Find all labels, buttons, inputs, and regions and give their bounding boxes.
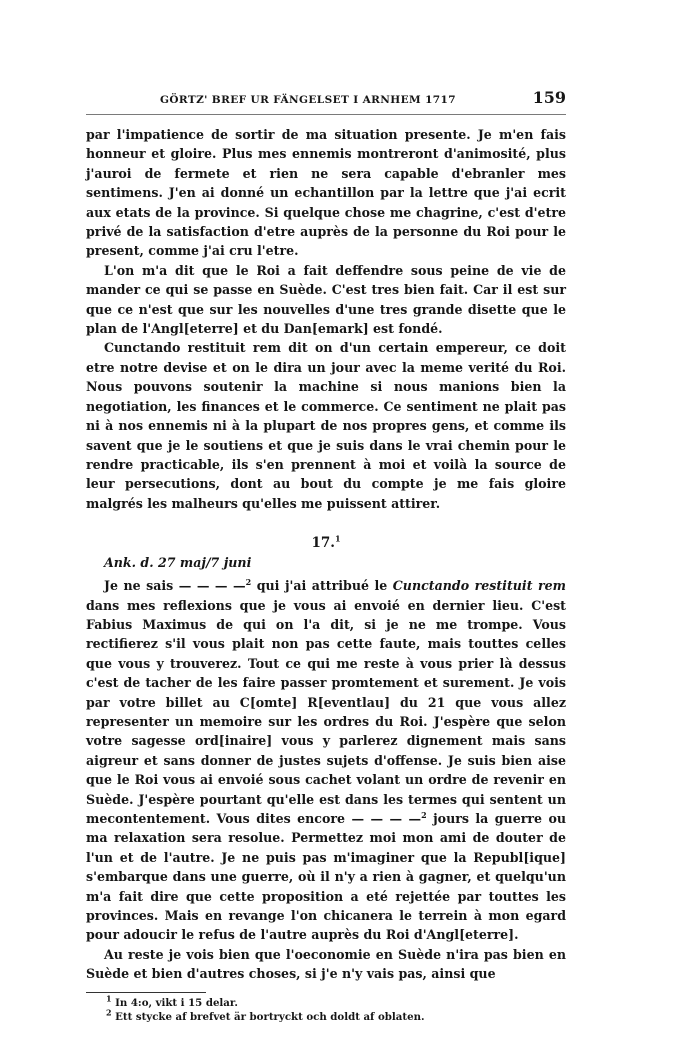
page-number: 159 [532,88,566,107]
footnotes [86,993,566,1024]
latin-phrase: Cunctando restituit rem [392,578,567,594]
page-header [86,88,566,115]
paragraph: Je ne sais — — — —$^2$ qui j'ai attribué le Cunctando restituit rem dans mes reflexions que je vous ai envoié en dernier lieu. C'est Fabius Maximus de qui on l'a dit, si je ne me trompe. Vous rectifierez s'il vous plait non pas cette faute, mais touttes celles que vous y trouverez. Tout ce qui me reste à vous prier là dessus c'est de tacher de les faire passer promtement et surement. Je vois par votre billet au C[omte] R[eventlau] du 21 que vous allez representer un memoire sur les ordres du Roi. J'espère que selon votre sagesse ord[inaire] vous y parlerez dignement mais sans aigreur et sans donner de justes sujets d'offense. Je suis bien aise que le Roi vous ai envoié sous cachet volant un ordre de revenir en Suède. J'espère pourtant qu'elle est dans les termes qui sentent un mecontentement. Vous dites encore — — — —$^2$ jours la guerre ou ma relaxation sera resolue. Permettez moi mon ami de douter de l'un et de l'autre. Je ne puis pas m'imaginer que la Republ[ique] s'embarque dans une guerre, où il n'y a rien à gagner, et quelqu'un m'a fait dire que cette proposition a eté rejettée par touttes les provinces. Mais en revange l'on chicanera le terrein à mon egard pour adoucir le refus de l'autre auprès du Roi d'Angl[eterre]. [86,576,567,943]
section-continued-text [86,125,566,513]
footnote-marker: 2 [245,576,252,587]
document-page [86,88,566,1024]
footnote-marker: 2 [421,809,427,820]
letter-dateline: Ank. d. 27 maj/7 juni [104,555,252,571]
running-head: GÖRTZ' BREF UR FÄNGELSET I ARNHEM 1717 [160,94,456,106]
paragraph: Au reste je vois bien que l'oeconomie en Suède n'ira pas bien en Suède et bien d'autres choses, si j'e n'y vais pas, ainsi que [86,946,566,982]
footnote: $^1$ In 4:o, vikt i 15 delar. [106,993,238,1009]
paragraph: L'on m'a dit que le Roi a fait deffendre sous peine de vie de mander ce qui se passe en Suède. C'est tres bien fait. Car il est sur que ce n'est que sur les nouvelles d'une tres grande disette que le plan de l'Angl[eterre] et du Dan[emark] est fondé. [86,262,566,337]
footnote-marker: 1 [334,533,341,544]
letter-body [86,576,566,984]
paragraph: Cunctando restituit rem dit on d'un certain empereur, ce doit etre notre devise et on le dira un jour avec la meme verité du Roi. Nous pouvons soutenir la machine si nous manions bien la negotiation, les finances et le commerce. Ce sentiment ne plait pas ni à nos ennemis ni à la plupart de nos propres gens, et comme ils savent que je le soutiens et que je suis dans le vrai chemin pour le rendre practicable, ils s'en prennent à moi et voilà la source de leur persecutions, dont au bout du compte je me fais gloire malgrés les malheurs qu'elles me puissent attirer. [86,340,566,511]
letter-number: 17.$^1$ [311,533,341,552]
paragraph: par l'impatience de sortir de ma situation presente. Je m'en fais honneur et gloire. Plus mes ennemis montreront d'animosité, plus j'auroi de fermete et rien ne sera capable d'ebranler mes sentimens. J'en ai donné un echantillon par la lettre que j'ai ecrit aux etats de la province. Si quelque chose me chagrine, c'est d'etre privé de la satisfaction d'etre auprès de la personne du Roi pour le present, comme j'ai cru l'etre. [86,127,566,259]
footnote: $^2$ Ett stycke af brefvet är bortryckt och doldt af oblaten. [106,1007,425,1023]
footnote-rule [86,992,206,993]
